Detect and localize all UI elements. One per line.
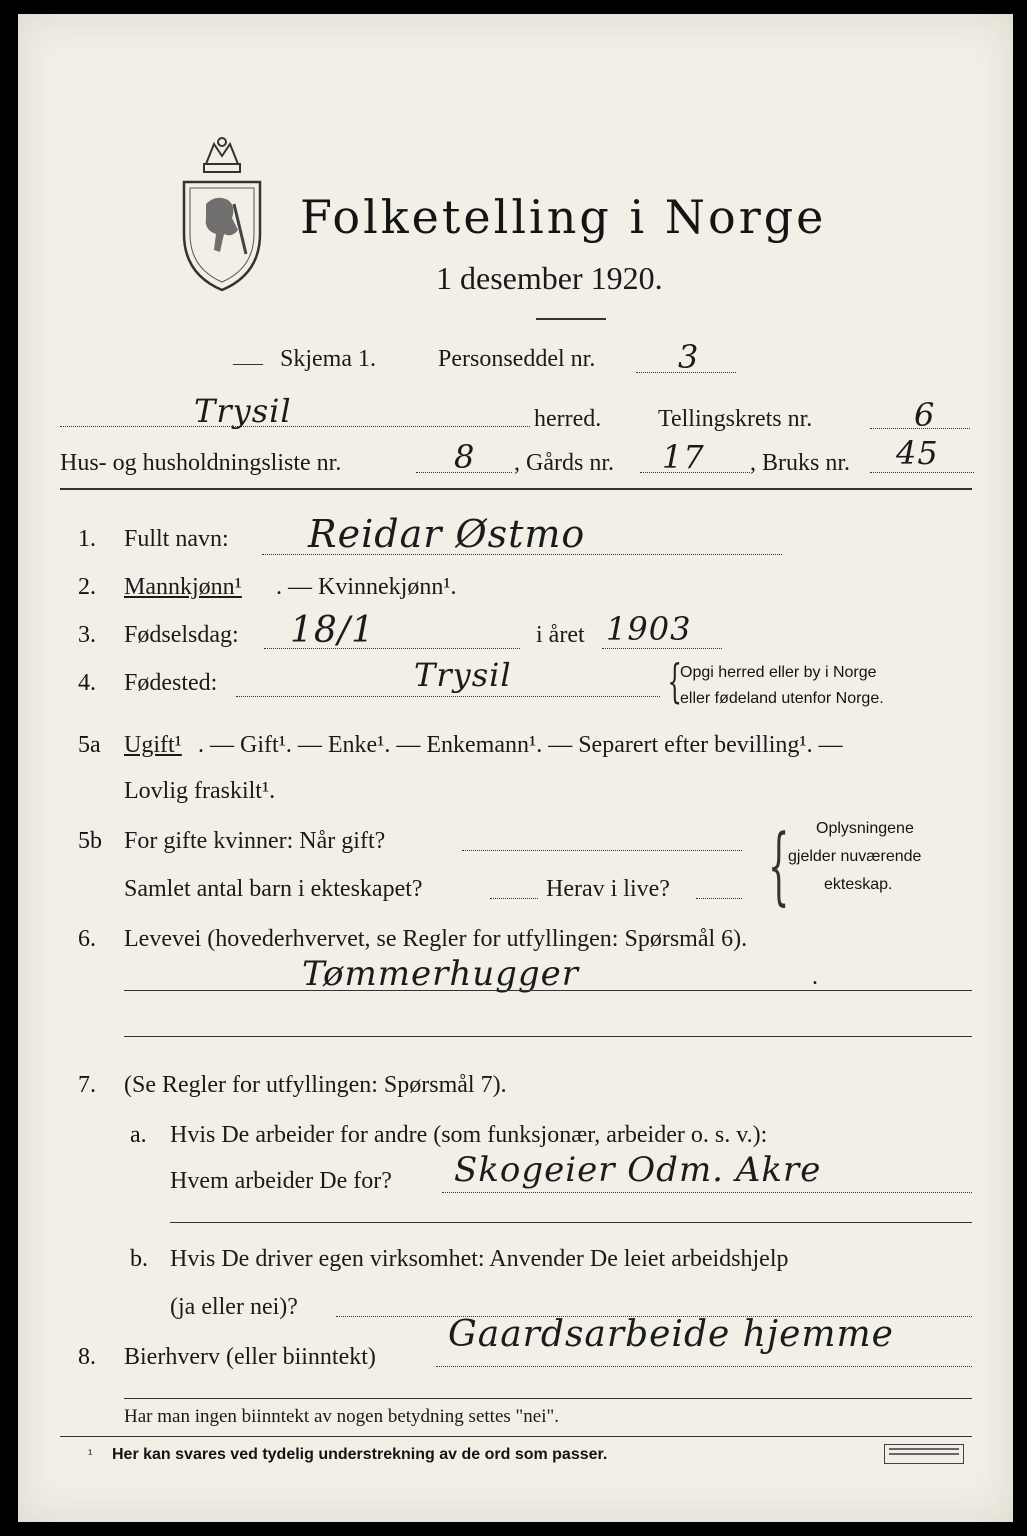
q5b-number: 5b: [78, 828, 102, 854]
footer-divider: [60, 1436, 972, 1437]
gender-male-option[interactable]: Mannkjønn¹: [124, 574, 242, 600]
occupation-value[interactable]: Tømmerhugger: [302, 954, 580, 994]
form-title: Folketelling i Norge: [300, 190, 827, 244]
marriage-note-1: Oplysningene: [816, 820, 914, 837]
q7a-line2: Hvem arbeider De for?: [170, 1168, 392, 1194]
personseddel-label: Personseddel nr.: [438, 346, 596, 372]
hus-value[interactable]: 8: [454, 438, 476, 476]
employer-value[interactable]: Skogeier Odm. Akre: [454, 1150, 822, 1190]
side-income-line-2: [124, 1398, 972, 1399]
birthplace-note-1: Opgi herred eller by i Norge: [680, 664, 877, 681]
q1-label: Fullt navn:: [124, 526, 229, 552]
q6-number: 6.: [78, 926, 96, 952]
gards-value[interactable]: 17: [662, 438, 705, 476]
krets-line: [870, 428, 970, 429]
employer-line-2: [170, 1222, 972, 1223]
year-label: i året: [536, 622, 585, 648]
q1-number: 1.: [78, 526, 96, 552]
occupation-dot: .: [812, 964, 818, 990]
side-income-line: [436, 1366, 972, 1367]
title-divider: [536, 318, 606, 320]
marriage-note-3: ekteskap.: [824, 876, 893, 893]
q7b-line1: Hvis De driver egen virksomhet: Anvender De leiet arbeidshjelp: [170, 1246, 789, 1272]
footnote-mark: ¹: [88, 1446, 93, 1461]
married-when-line: [462, 850, 742, 851]
employer-line: [442, 1192, 972, 1193]
q7b-line2: (ja eller nei)?: [170, 1294, 298, 1320]
q7b-letter: b.: [130, 1246, 148, 1272]
birthplace-line: [236, 696, 660, 697]
schema-label: Skjema 1.: [280, 346, 376, 372]
herred-value[interactable]: Trysil: [194, 392, 292, 430]
herred-label: herred.: [534, 406, 602, 432]
occupation-line-2: [124, 1036, 972, 1037]
q7-label: (Se Regler for utfyllingen: Spørsmål 7).: [124, 1072, 507, 1098]
birthday-value[interactable]: 18/1: [290, 610, 375, 651]
children-total-label: Samlet antal barn i ekteskapet?: [124, 876, 423, 902]
married-when-label: For gifte kvinner: Når gift?: [124, 828, 386, 854]
personseddel-line: [636, 372, 736, 373]
krets-value[interactable]: 6: [914, 396, 936, 434]
bruks-label: , Bruks nr.: [750, 450, 851, 476]
side-income-label: Bierhverv (eller biinntekt): [124, 1344, 376, 1370]
marriage-brace: {: [768, 816, 790, 914]
q3-number: 3.: [78, 622, 96, 648]
marriage-note-2: gjelder nuværende: [788, 848, 922, 865]
bruks-line: [870, 472, 974, 473]
birthday-line: [264, 648, 520, 649]
personseddel-value[interactable]: 3: [678, 338, 700, 376]
birth-year-line: [602, 648, 722, 649]
side-income-value[interactable]: Gaardsarbeide hjemme: [448, 1314, 894, 1355]
footnote-text: Her kan svares ved tydelig understrekning av de ord som passer.: [112, 1446, 608, 1463]
q2-number: 2.: [78, 574, 96, 600]
birth-year-value[interactable]: 1903: [606, 610, 692, 648]
birthplace-brace: {: [667, 654, 682, 708]
status-fraskilt-option[interactable]: Lovlig fraskilt¹.: [124, 778, 276, 804]
gards-line: [640, 472, 750, 473]
status-ugift-option[interactable]: Ugift¹: [124, 732, 182, 758]
hus-label: Hus- og husholdningsliste nr.: [60, 450, 342, 476]
krets-label: Tellingskrets nr.: [658, 406, 813, 432]
q7-number: 7.: [78, 1072, 96, 1098]
q7a-line1: Hvis De arbeider for andre (som funksjonær, arbeider o. s. v.):: [170, 1122, 768, 1148]
gender-female-option[interactable]: . — Kvinnekjønn¹.: [276, 574, 457, 600]
occupation-label: Levevei (hovederhvervet, se Regler for utfyllingen: Spørsmål 6).: [124, 926, 748, 952]
full-name-line: [262, 554, 782, 555]
dash: [233, 364, 263, 365]
q4-number: 4.: [78, 670, 96, 696]
census-form: [18, 14, 1013, 1522]
birthplace-value[interactable]: Trysil: [414, 656, 512, 694]
gards-label: , Gårds nr.: [514, 450, 614, 476]
q7a-letter: a.: [130, 1122, 147, 1148]
hus-line: [416, 472, 512, 473]
q3-label: Fødselsdag:: [124, 622, 239, 648]
status-options[interactable]: . — Gift¹. — Enke¹. — Enkemann¹. — Separert efter bevilling¹. —: [198, 732, 843, 758]
q4-label: Fødested:: [124, 670, 218, 696]
no-income-note: Har man ingen biinntekt av nogen betydning settes "nei".: [124, 1406, 559, 1427]
children-alive-label: Herav i live?: [546, 876, 670, 902]
full-name-value[interactable]: Reidar Østmo: [308, 512, 586, 556]
printer-stamp-icon: [884, 1444, 964, 1464]
bruks-value[interactable]: 45: [896, 434, 939, 472]
q5a-number: 5a: [78, 732, 101, 758]
coat-of-arms-icon: [176, 134, 268, 294]
herred-line: [60, 426, 530, 427]
birthplace-note-2: eller fødeland utenfor Norge.: [680, 690, 884, 707]
occupation-line-1: [124, 990, 972, 991]
children-alive-line: [696, 898, 742, 899]
section-divider: [60, 488, 972, 490]
q8-number: 8.: [78, 1344, 96, 1370]
children-total-line: [490, 898, 538, 899]
census-date: 1 desember 1920.: [436, 260, 663, 296]
